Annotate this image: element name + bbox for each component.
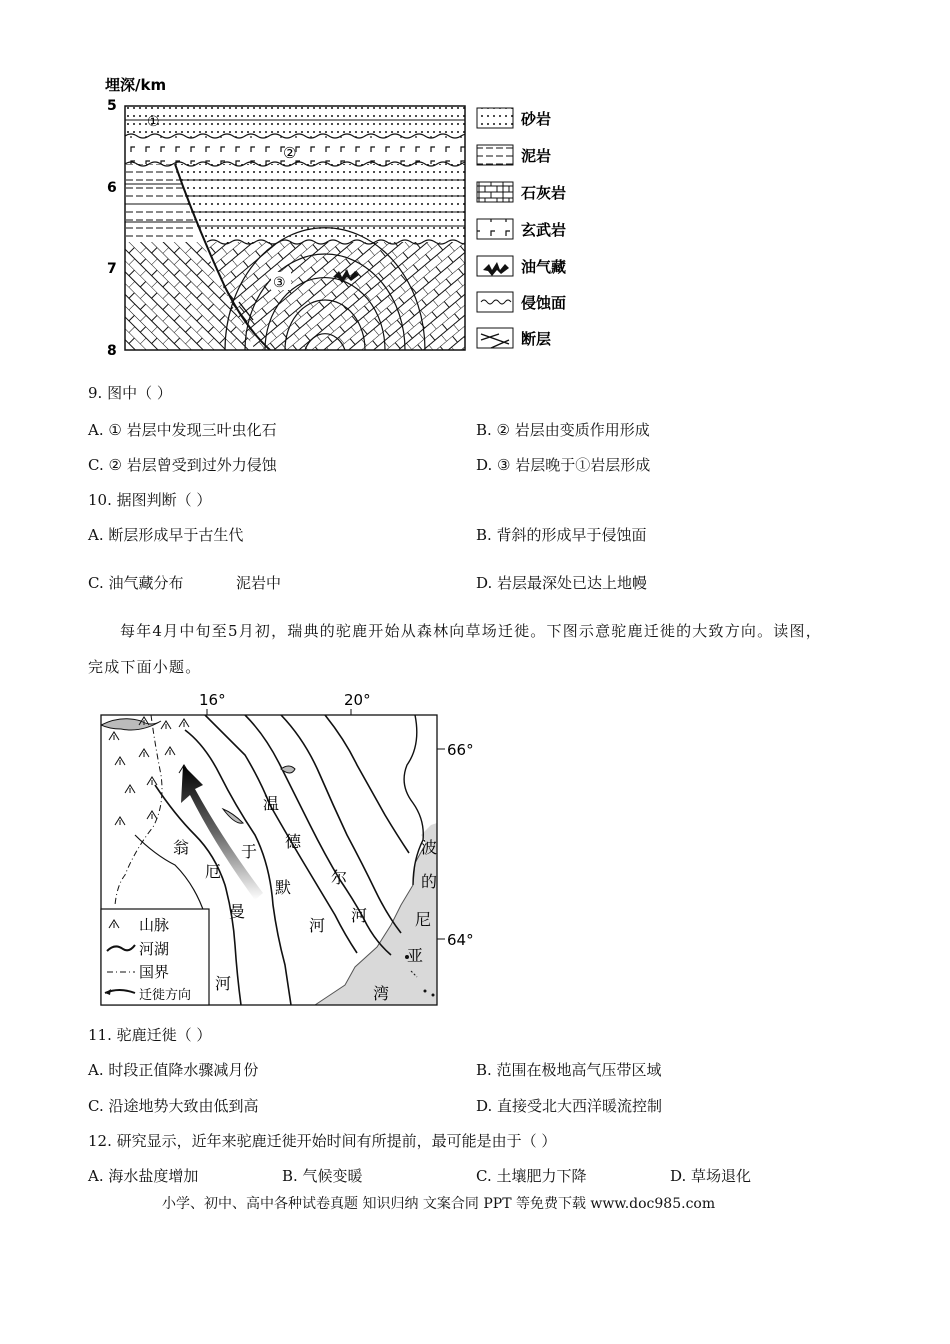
- river-char-2: 德: [285, 832, 302, 851]
- depth-axis-title: 埋深/km: [105, 76, 167, 94]
- question-11-option-c: C. 沿途地势大致由低到高: [88, 1097, 259, 1115]
- depth-tick-7: 7: [107, 261, 117, 277]
- question-11-option-a: A. 时段正值降水骤减月份: [88, 1061, 259, 1079]
- lat-label-64: 64°: [447, 931, 474, 949]
- legend-erosion-surface: 侵蚀面: [521, 294, 567, 312]
- question-9-option-c: C. ② 岩层曾受到过外力侵蚀: [88, 456, 277, 474]
- question-12-stem: 12. 研究显示，近年来驼鹿迁徙开始时间有所提前，最可能是由于（ ）: [88, 1132, 557, 1150]
- question-11-option-b: B. 范围在极地高气压带区域: [476, 1061, 662, 1079]
- mountain-icons: [109, 717, 189, 825]
- question-11-stem: 11. 驼鹿迁徙（ ）: [88, 1026, 212, 1044]
- gulf-char-2: 的: [421, 872, 438, 891]
- question-9-option-b: B. ② 岩层由变质作用形成: [476, 421, 650, 439]
- depth-tick-5: 5: [107, 98, 117, 114]
- lat-label-66: 66°: [447, 741, 474, 759]
- intro-line-1: 每年4月中旬至5月初，瑞典的驼鹿开始从森林向草场迁徙。下图示意驼鹿迁徙的大致方向。读图，: [120, 622, 822, 640]
- question-10-option-c: C. 油气藏分布: [88, 574, 184, 592]
- question-10-option-b: B. 背斜的形成早于侵蚀面: [476, 526, 647, 544]
- gulf-char-1: 波: [421, 838, 438, 857]
- river-char-8: 翁: [173, 838, 190, 857]
- question-10-option-a: A. 断层形成早于古生代: [88, 526, 244, 544]
- page-footer: 小学、初中、高中各种试卷真题 知识归纳 文案合同 PPT 等免费下载 www.doc985.com: [162, 1196, 716, 1212]
- legend-mountains: 山脉: [139, 916, 170, 934]
- gulf-char-4: 亚: [407, 946, 424, 965]
- question-9-option-d: D. ③ 岩层晚于①岩层形成: [476, 456, 651, 474]
- lon-label-16: 16°: [199, 691, 226, 709]
- legend-limestone: 石灰岩: [521, 184, 567, 202]
- layer-mark-3: ③: [273, 275, 286, 291]
- question-12-option-d: D. 草场退化: [670, 1167, 752, 1185]
- river-char-11: 河: [215, 974, 232, 993]
- gulf-char-3: 尼: [415, 910, 432, 929]
- legend-border: 国界: [139, 963, 170, 981]
- question-11-option-d: D. 直接受北大西洋暖流控制: [476, 1097, 663, 1115]
- legend-oil-gas: 油气藏: [521, 258, 567, 276]
- legend-mudstone: 泥岩: [521, 147, 552, 165]
- river-char-3: 尔: [331, 868, 348, 887]
- river-char-7: 河: [309, 916, 326, 935]
- lon-label-20: 20°: [344, 691, 371, 709]
- question-10-option-d: D. 岩层最深处已达上地幔: [476, 574, 648, 592]
- strata-diagram: [95, 72, 595, 362]
- strata-legend: [477, 108, 566, 348]
- depth-tick-8: 8: [107, 343, 117, 359]
- legend-sandstone: 砂岩: [521, 110, 552, 128]
- question-12-option-a: A. 海水盐度增加: [88, 1167, 199, 1185]
- depth-tick-6: 6: [107, 180, 117, 196]
- intro-line-2: 完成下面小题。: [88, 658, 202, 676]
- question-12-option-c: C. 土壤肥力下降: [476, 1167, 587, 1185]
- layer-mark-2: ②: [283, 144, 297, 162]
- river-char-9: 厄: [205, 862, 222, 881]
- legend-rivers-lakes: 河湖: [139, 940, 170, 958]
- question-10-option-c-tail: 泥岩中: [236, 574, 282, 592]
- legend-basalt: 玄武岩: [521, 221, 567, 239]
- legend-fault: 断层: [521, 330, 552, 348]
- river-char-6: 默: [275, 878, 292, 897]
- question-12-option-b: B. 气候变暖: [282, 1167, 363, 1185]
- gulf-char-5: 湾: [373, 984, 390, 1003]
- river-char-5: 于: [241, 842, 258, 861]
- river-char-4: 河: [351, 906, 368, 925]
- river-char-10: 曼: [229, 902, 246, 921]
- strata-layers: [125, 106, 473, 350]
- question-9-option-a: A. ① 岩层中发现三叶虫化石: [88, 421, 277, 439]
- question-9-stem: 9. 图中（ ）: [88, 384, 172, 402]
- question-10-stem: 10. 据图判断（ ）: [88, 491, 212, 509]
- reindeer-migration-map: [95, 685, 485, 1015]
- legend-migration: 迁徙方向: [139, 988, 192, 1003]
- river-char-1: 温: [263, 794, 280, 813]
- layer-mark-1: ①: [147, 114, 160, 130]
- map-legend: [101, 909, 209, 1005]
